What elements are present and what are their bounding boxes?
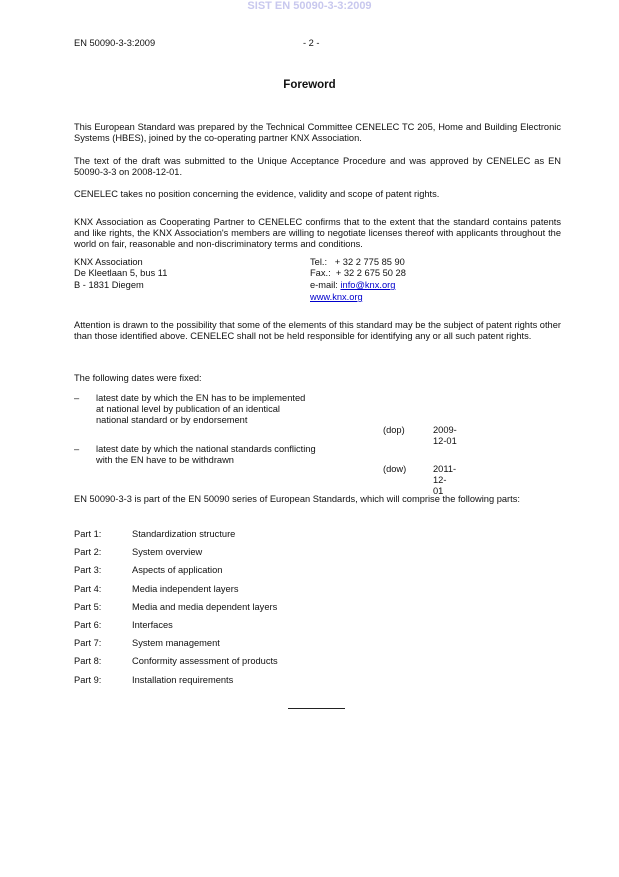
address-tel: Tel.: + 32 2 775 85 90 [310,257,405,267]
attention-paragraph: Attention is drawn to the possibility that some of the elements of this standard may be the subject of patent rights other than those identified above. CENELEC shall not be held responsible for identifying any or all such patent rights. [74,320,561,342]
part-item: Part 2: System overview [74,547,203,557]
email-label: e-mail: [310,280,341,290]
address-street: De Kleetlaan 5, bus 11 [74,268,168,278]
end-rule [288,708,345,709]
header-doc-id: EN 50090-3-3:2009 [74,38,156,48]
address-email-row [310,280,395,291]
date-code: (dow) [383,464,407,474]
part-item: Part 4: Media independent layers [74,584,239,594]
paragraph: CENELEC takes no position concerning the evidence, validity and scope of patent rights. [74,189,440,199]
watermark: SIST EN 50090-3-3:2009 [247,0,372,12]
date-text: latest date by which the national standards conflicting [96,444,316,454]
dash: – [74,444,80,454]
part-item: Part 3: Aspects of application [74,565,223,575]
dates-intro: The following dates were fixed: [74,373,202,383]
part-item: Part 9: Installation requirements [74,675,234,685]
address-fax: Fax.: + 32 2 675 50 28 [310,268,406,278]
address-city: B - 1831 Diegem [74,280,144,290]
part-item: Part 5: Media and media dependent layers [74,602,278,612]
date-text: latest date by which the EN has to be implemented [96,393,306,403]
date-text: national standard or by endorsement [96,415,248,426]
email-link[interactable]: info@knx.org [340,280,396,290]
date-value: 2011-12-01 [433,464,457,497]
website-link[interactable]: www.knx.org [310,292,363,302]
date-text: with the EN have to be withdrawn [96,455,234,466]
paragraph: The text of the draft was submitted to the Unique Acceptance Procedure and was approved by CENELEC as EN 50090-3-3 on 2008-12-01. [74,156,561,178]
part-item: Part 6: Interfaces [74,620,173,630]
date-text: at national level by publication of an identical [96,404,280,415]
address-name: KNX Association [74,257,143,267]
date-code: (dop) [383,425,405,435]
date-value: 2009-12-01 [433,425,457,447]
paragraph: KNX Association as Cooperating Partner to CENELEC confirms that to the extent that the standard contains patents and like rights, the KNX Association's members are willing to negotiate licenses thereof with applicants throughout the world on fair, reasonable and non-discriminatory terms and conditions. [74,217,561,250]
header-page-number: - 2 - [303,38,320,48]
part-item: Part 8: Conformity assessment of products [74,656,278,666]
parts-intro: EN 50090-3-3 is part of the EN 50090 series of European Standards, which will comprise the following parts: [74,494,520,504]
paragraph: This European Standard was prepared by the Technical Committee CENELEC TC 205, Home and Building Electronic Systems (HBES), joined by the co-operating partner KNX Association. [74,122,561,144]
part-item: Part 7: System management [74,638,220,648]
page-title: Foreword [283,79,336,91]
address-web [310,292,363,303]
part-item: Part 1: Standardization structure [74,529,236,539]
dash: – [74,393,80,403]
